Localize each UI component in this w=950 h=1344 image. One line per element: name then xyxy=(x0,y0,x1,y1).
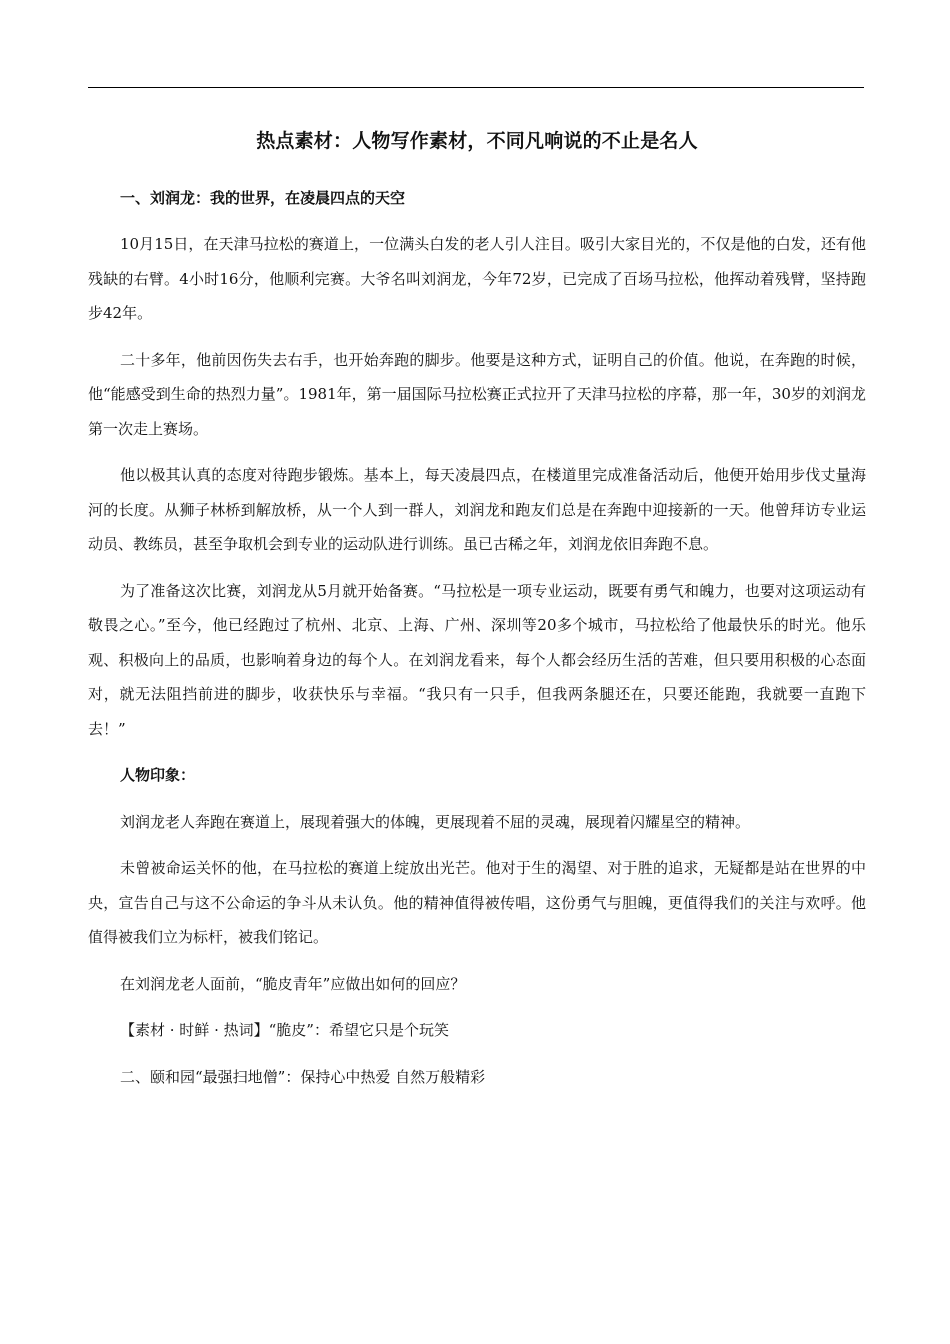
impression-paragraph-2: 未曾被命运关怀的他，在马拉松的赛道上绽放出光芒。他对于生的渴望、对于胜的追求，无疑都是站在世界的中央，宣告自己与这不公命运的争斗从未认负。他的精神值得被传唱，这份勇气与胆魄，更值得我们的关注与欢呼。他值得被我们立为标杆，被我们铭记。 xyxy=(88,859,866,946)
impression-paragraph-3: 在刘润龙老人面前，“脆皮青年”应做出如何的回应？ xyxy=(120,974,466,993)
section-heading-1: 一、刘润龙：我的世界，在凌晨四点的天空 xyxy=(120,189,406,207)
paragraph-4: 为了准备这次比赛，刘润龙从5月就开始备赛。“马拉松是一项专业运动，既要有勇气和魄力，也要对这项运动有敬畏之心。”至今，他已经跑过了杭州、北京、上海、广州、深圳等20多个城市，马拉松给了他最快乐的时光。他乐观、积极向上的品质，也影响着身边的每个人。在刘润龙看来，每个人都会经历生活的苦难，但只要用积极的心态面对，就无法阻挡前进的脚步，收获快乐与幸福。“我只有一只手，但我两条腿还在，只要还能跑，我就要一直跑下去！” xyxy=(88,581,866,738)
material-tag-line: 【素材 · 时鲜 · 热词】“脆皮”：希望它只是个玩笑 xyxy=(120,1021,449,1039)
section-heading-2: 二、颐和园“最强扫地僧”：保持心中热爱 自然万般精彩 xyxy=(120,1067,486,1086)
header-rule xyxy=(88,87,864,88)
impression-paragraph-1: 刘润龙老人奔跑在赛道上，展现着强大的体魄，更展现着不屈的灵魂，展现着闪耀星空的精神。 xyxy=(120,812,751,831)
document-title: 热点素材：人物写作素材，不同凡响说的不止是名人 xyxy=(256,130,698,152)
impression-label: 人物印象： xyxy=(120,766,196,784)
paragraph-3: 他以极其认真的态度对待跑步锻炼。基本上，每天凌晨四点，在楼道里完成准备活动后，他便开始用步伐丈量海河的长度。从狮子林桥到解放桥，从一个人到一群人，刘润龙和跑友们总是在奔跑中迎接新的一天。他曾拜访专业运动员、教练员，甚至争取机会到专业的运动队进行训练。虽已古稀之年，刘润龙依旧奔跑不息。 xyxy=(88,466,866,553)
paragraph-2: 二十多年，他前因伤失去右手，也开始奔跑的脚步。他要是这种方式，证明自己的价值。他说，在奔跑的时候，他“能感受到生命的热烈力量”。1981年，第一届国际马拉松赛正式拉开了天津马拉松的序幕，那一年，30岁的刘润龙第一次走上赛场。 xyxy=(88,350,866,438)
document-body xyxy=(88,125,866,1106)
paragraph-1: 10月15日，在天津马拉松的赛道上，一位满头白发的老人引人注目。吸引大家目光的，不仅是他的白发，还有他残缺的右臂。4小时16分，他顺利完赛。大爷名叫刘润龙，今年72岁，已完成了百场马拉松，他挥动着残臂，坚持跑步42年。 xyxy=(88,235,866,322)
